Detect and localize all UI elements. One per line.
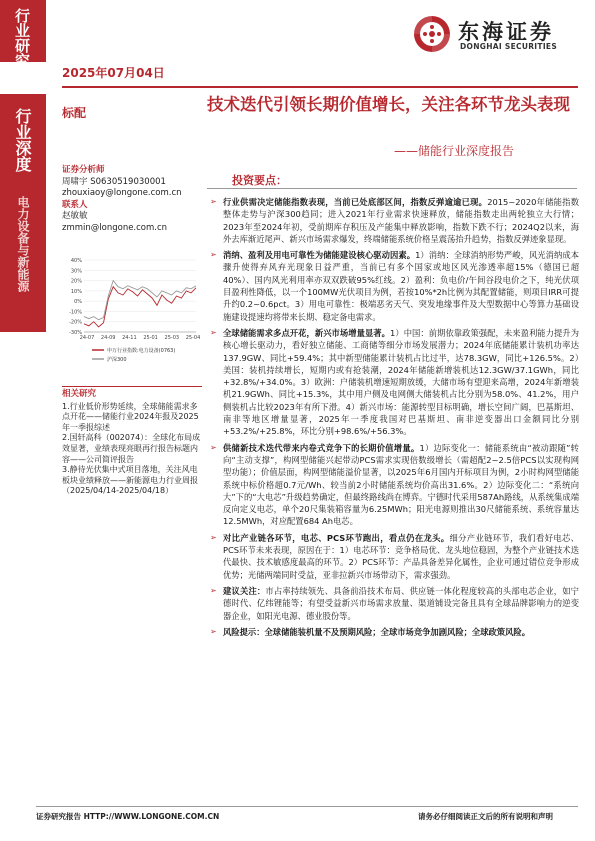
logo-english-name: DONGHAI SECURITIES <box>460 42 558 51</box>
bullet-marker-icon: ➢ <box>210 327 217 337</box>
keypoint-lead: 对比产业链各环节，电芯、PCS环节跑出，看点仍在龙头。 <box>223 532 450 543</box>
y-tick-label: 40% <box>70 258 82 264</box>
logo-name: 东海证券 <box>458 20 554 44</box>
series-line <box>84 287 196 327</box>
y-tick-label: 20% <box>70 278 82 285</box>
y-tick-label: -10% <box>69 309 82 316</box>
sidebar-label-top: 行业研究 <box>13 8 31 68</box>
bullet-marker-icon: ➢ <box>210 197 217 206</box>
index-performance-chart <box>62 256 201 372</box>
keypoint-body: 1）中国：前期依靠政策强配，未来盈利能力提升为核心增长驱动力，看好独立储能、工商储等细分市场发展潜力；2024年底储能累计装机功率达137.9GW、同比+59.4%；其中新型储能累计装机占比过半，达78.3GW，同比+126.5%。2）美国：装机持续增长，短期内或有抢装潮，2024年储能新增装机达12.3GW/37.1GWh，同比+32.8%/+34.0%。3）欧洲：户储装机增速短期放缓，大储市场有望迎来高增，2024年新增装机21.9GWh、同比+15.3%，其中用户侧及电网侧大储装机占比分别为58.0%、41.2%，用户侧装机占比较2023年有所下滑。4）新兴市场：能源转型目标明确，增长空间广阔，巴基斯坦、南非等地区增量显著，2025年一季度我国对巴基斯坦、南非逆变器出口金额同比分别+53.2%/+25.8%，环比分别+98.6%/+56.3%。 <box>223 327 579 437</box>
keypoint-item <box>207 626 579 638</box>
header-divider <box>62 86 578 88</box>
company-logo <box>410 14 580 54</box>
keypoint-lead: 供储新技术迭代带来内卷式竞争下的长期价值增量。 <box>223 442 420 453</box>
industry-rating: 标配 <box>62 106 87 120</box>
x-tick-label: 24-07 <box>79 335 95 341</box>
keypoint-lead: 消纳、盈利及用电可靠性为储能建设核心驱动因素。 <box>223 250 416 261</box>
keypoint-item <box>207 249 579 323</box>
sidebar-label-middle: 行业深度 <box>13 108 32 172</box>
related-item[interactable]: 2.国轩高科（002074）：全球化布局成效显著，业绩表现亮眼再行报告标题内容——公司简评报告 <box>62 433 201 464</box>
footer-disclaimer: 请务必仔细阅读正文后的所有说明和声明 <box>418 812 553 821</box>
keypoints-list <box>207 196 579 642</box>
x-tick-label: 25-03 <box>164 335 180 341</box>
keypoint-item <box>207 585 579 622</box>
report-title: 技术迭代引领长期价值增长，关注各环节龙头表现 <box>207 95 570 114</box>
contact-header: 联系人 <box>62 199 88 210</box>
x-tick-label: 25-01 <box>143 335 158 341</box>
keypoint-body: 1）消纳：全球消纳形势严峻，风光消纳成本骤升使得弃风弃光现象日益严重，当前已有多个国家或地区风光渗透率超15%（德国已超40%）、国内风光利用率亦双双跌破95%红线。2）盈利：负电价/午间谷段电价之下，纯光伏项目盈利性降低，以一个100MW光伏项目为例，若按10%*2h比例为其配置储能，则项目IRR可提升约0.2~0.6pct。3）用电可靠性：极端恶劣天气、突发地缘事件及大型数据中心等算力基础设施建设提速均将带来长期、稳定备电需求。 <box>223 250 579 322</box>
y-tick-label: 30% <box>70 268 82 275</box>
keypoint-body: 2015~2020年储能指数整体走势与沪深300趋同；进入2021年行业需求快速释放，储能指数走出两轮独立大行情；2023年至2024年初，受前期库存积压及产能集中释放影响，指数下跌不行；2024Q2以来，海外去库渐近尾声、新兴市场需求爆发，终端储能系统价格呈震荡抬升趋势，指数反弹迹象显现。 <box>223 197 579 244</box>
sidebar-label-sector: 电力设备与新能源 <box>16 196 30 292</box>
bullet-marker-icon: ➢ <box>210 250 217 260</box>
x-tick-label: 24-09 <box>100 335 116 341</box>
y-tick-label: 10% <box>70 288 82 295</box>
y-tick-label: -20% <box>69 319 82 326</box>
keypoint-body: 1）边际变化一：储能系统由“被动跟随”转向“主动支撑”，构网型储能兴起带动PCS需求实现倍数级增长（需超配2~2.5倍PCS以实现构网型功能）；价值层面，构网型储能溢价显著，以2025年6月国内开标项目为例，2小时构网型储能系统中标价格超0.7元/Wh、较当前2小时储能系统均价高出31.6%。2）边际变化二：“系统向大”下的“大电芯”升级趋势确定，但最终路线尚在博弈。宁德时代采用587Ah路线，从系统集成端反向定义电芯，单个20尺集装箱容量为6.25MWh；阳光电源则推出30尺储能系统、系统容量达12.5MWh，对应配置684 Ah电芯。 <box>223 442 579 527</box>
keypoint-item <box>207 327 579 438</box>
report-subtitle: ——储能行业深度报告 <box>394 144 515 158</box>
legend-label: 沪深300 <box>107 357 127 363</box>
report-date: 2025年07月04日 <box>62 66 165 80</box>
x-tick-label: 24-11 <box>122 335 137 341</box>
bullet-marker-icon: ➢ <box>210 626 217 636</box>
keypoint-lead: 建议关注： <box>223 585 266 596</box>
keypoint-body: 细分产业链环节，我们看好电芯、PCS环节未来表现，原因在于：1）电芯环节：竞争格局优、龙头地位稳固，为整个产业链技术迭代最快、技术敏感度最高的环节。2）PCS环节：产品具备差异化属性，企业可通过错位竞争形成优势；光储两端同时受益，亚非拉新兴市场带动下，需求强劲。 <box>223 532 579 580</box>
sidebar-band <box>0 0 46 841</box>
analyst-header: 证券分析师 <box>62 165 105 175</box>
related-research <box>62 386 202 497</box>
keypoint-item <box>207 442 579 528</box>
contact-name: 赵敏敏 <box>62 211 88 221</box>
keypoint-item <box>207 532 579 581</box>
x-tick-label: 25-04 <box>185 335 201 341</box>
analyst-email: zhouxiaoy@longone.com.cn <box>62 188 182 198</box>
keypoint-body: 市占率持续领先、具备前沿技术布局、供应链一体化程度较高的头部电芯企业，如宁德时代、亿纬锂能等；有望受益新兴市场需求放量、渠道铺设完备且具有全球品牌影响力的逆变器企业，如阳光电源、德业股份等。 <box>223 585 579 621</box>
analyst-cert: S0630519030001 <box>90 176 166 187</box>
chart-svg <box>62 256 201 372</box>
logo-emblem-icon <box>410 14 454 54</box>
y-tick-label: 0% <box>74 299 82 306</box>
related-item[interactable]: 1.行业低价形势延续，全球储能需求多点开花——储能行业2024年报及2025年一季报综述 <box>62 401 199 432</box>
bullet-marker-icon: ➢ <box>210 532 217 542</box>
bullet-marker-icon: ➢ <box>210 585 217 595</box>
keypoint-lead: 全球储能需求多点开花，新兴市场增量显著。 <box>223 327 391 338</box>
footer-website[interactable]: 证券研究报告 HTTP://WWW.LONGONE.COM.CN <box>36 812 220 821</box>
keypoint-lead: 行业供需决定储能指数表现，当前已处底部区间，指数反弹逾逾已现。 <box>223 197 488 207</box>
y-tick-label: -30% <box>69 330 82 336</box>
contact-email: zmmin@longone.com.cn <box>62 222 168 233</box>
keypoints-title: 投资要点： <box>232 174 287 187</box>
bullet-marker-icon: ➢ <box>210 442 217 452</box>
analyst-block <box>62 165 182 234</box>
keypoints-divider <box>207 188 577 189</box>
series-line <box>84 281 196 320</box>
related-item[interactable]: 3.静待光伏集中式项目落地，关注风电板块业绩释放——新能源电力行业周报（2025/04/14-2025/04/18） <box>62 465 198 496</box>
keypoint-item <box>207 196 579 245</box>
analyst-name: 周啸宇 <box>62 176 88 187</box>
analyst-line <box>62 177 182 189</box>
keypoint-lead: 风险提示：全球储能装机量不及预期风险；全球市场竞争加剧风险；全球政策风险。 <box>223 626 530 637</box>
legend-label: 申万行业指数:电力设备(0763) <box>107 348 176 354</box>
related-header: 相关研究 <box>62 386 202 400</box>
footer-divider <box>36 806 578 807</box>
